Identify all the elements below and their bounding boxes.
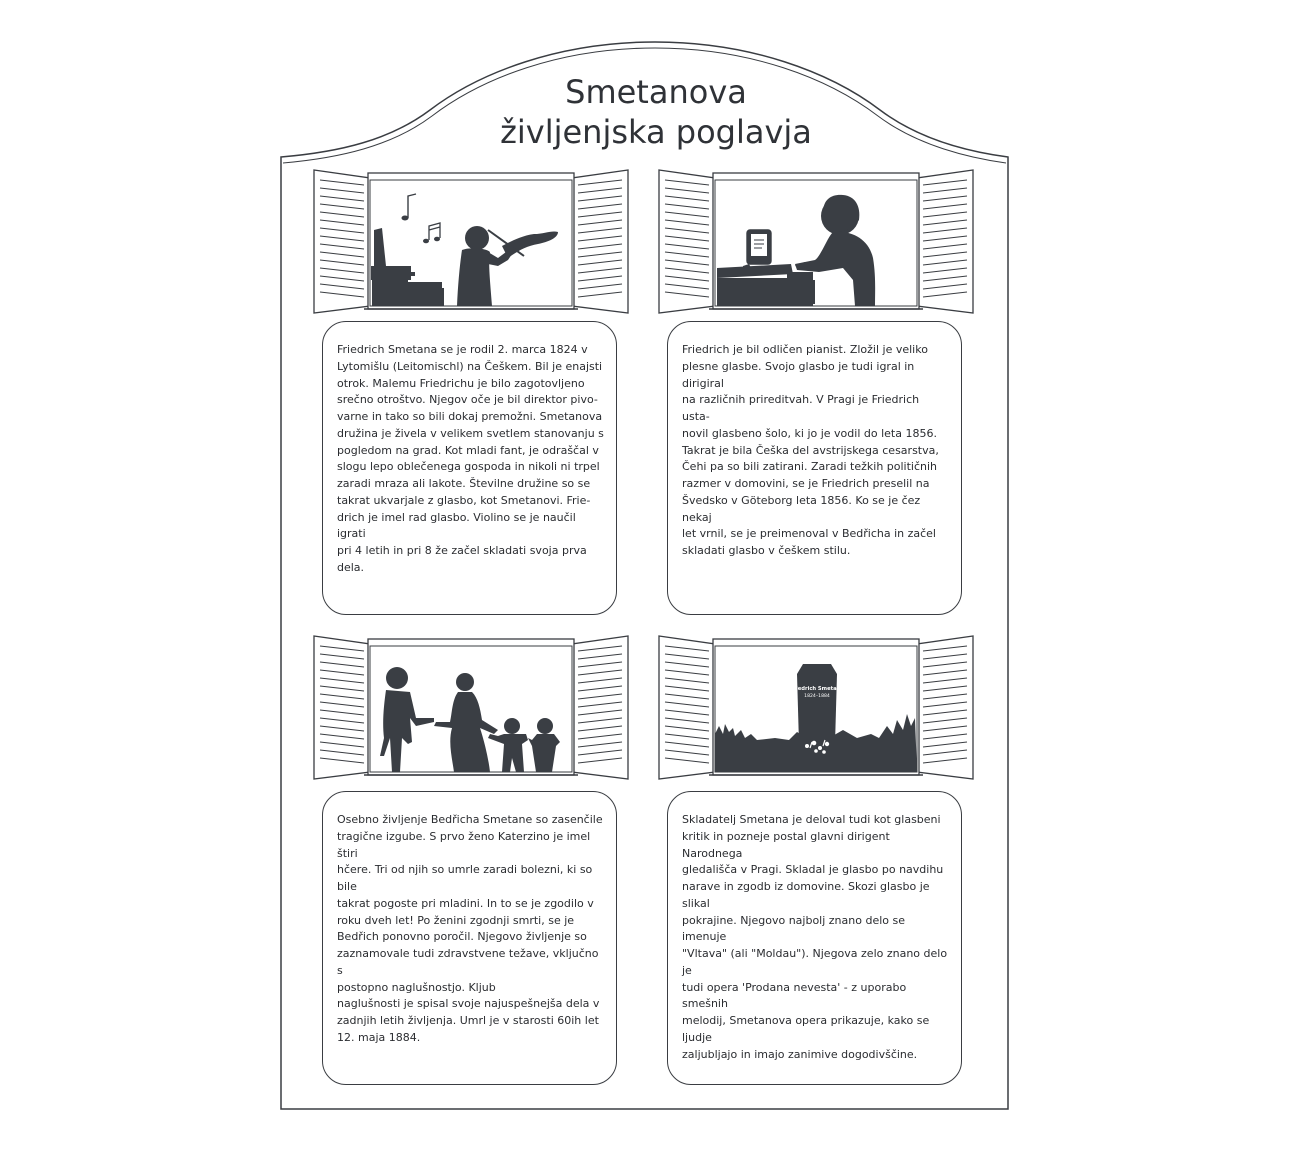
- left-shutter-4: [659, 636, 715, 779]
- text-panel-3: [322, 791, 617, 1085]
- panel-4-text: Skladatelj Smetana je deloval tudi kot glasbeni kritik in pozneje postal glavni dirigent Narodnega gledališča v Pragi. Skladal je glasbo po navdihu narave in zgodb iz domovine. Skozi glasbo je slikal pokrajine. Njegovo najbolj znano delo se imenuje "Vltava" (ali "Moldau"). Njegova zelo znano delo je tudi opera 'Prodana nevesta' - z uporabo smešnih melodij, Smetanova opera prikazuje, kako se ljudje zaljubljajo in imajo zanimive dogodivščine.: [682, 813, 948, 1061]
- page-title-line-1: Smetanova: [565, 73, 747, 111]
- text-panel-2: [667, 321, 962, 615]
- window-3: [312, 634, 630, 780]
- window-2: [657, 168, 975, 314]
- window-1: [312, 168, 630, 314]
- panel-3-text: Osebno življenje Bedřicha Smetane so zasenčile tragične izgube. S prvo ženo Katerzino je imel štiri hčere. Tri od njih so umrle zaradi bolezni, ki so bile takrat pogoste pri mladini. In to se je zgodilo v roku dveh let! Po ženini zgodnji smrti, se je Bedřich ponovno poročil. Njegovo življenje so zaznamovale tudi zdravstvene težave, vključno s postopno naglušnostjo. Kljub naglušnosti je spisal svoje najuspešnejša dela v zadnjih letih življenja. Umrl je v starosti 60ih let 12. maja 1884.: [337, 813, 603, 1044]
- text-panel-4: [667, 791, 962, 1085]
- window-4: [657, 634, 975, 780]
- left-shutter-2: [659, 170, 715, 313]
- gravestone-name: Friedrich Smetana: [790, 686, 844, 692]
- right-shutter-4: [917, 636, 973, 779]
- text-panel-1: [322, 321, 617, 615]
- right-shutter-3: [572, 636, 628, 779]
- panel-2-text: Friedrich je bil odličen pianist. Zložil je veliko plesne glasbe. Svojo glasbo je tudi igral in dirigiral na različnih prireditvah. V Pragi je Friedrich usta- novil glasbeno šolo, ki jo je vodil do leta 1856. Takrat je bila Češka del avstrijskega cesarstva, Čehi pa so bili zatirani. Zaradi težkih političnih razmer v domovini, se je Friedrich preselil na Švedsko v Göteborg leta 1856. Ko se je čez nekaj let vrnil, se je preimenoval v Bedřicha in začel skladati glasbo v češkem stilu.: [682, 343, 939, 557]
- left-shutter-3: [314, 636, 370, 779]
- left-shutter-1: [314, 170, 370, 313]
- right-shutter-1: [572, 170, 628, 313]
- right-shutter-2: [917, 170, 973, 313]
- page-title-line-2: življenjska poglavja: [500, 113, 812, 151]
- panel-1-text: Friedrich Smetana se je rodil 2. marca 1824 v Lytomišlu (Leitomischl) na Češkem. Bil je enajsti otrok. Malemu Friedrichu je bilo zagotovljeno srečno otroštvo. Njegov oče je bil direktor pivo- varne in tako so bili dokaj premožni. Smetanova družina je živela v velikem svetlem stanovanju s pogledom na grad. Kot mladi fant, je odraščal v slogu lepo oblečenega gospoda in nikoli ni trpel zaradi mraza ali lakote. Številne družine so se takrat ukvarjale z glasbo, kot Smetanovi. Frie- drich je imel rad glasbo. Violino se je naučil igrati pri 4 letih in pri 8 že začel skladati svoja prva dela.: [337, 343, 604, 574]
- gravestone-years: 1824–1884: [804, 694, 830, 699]
